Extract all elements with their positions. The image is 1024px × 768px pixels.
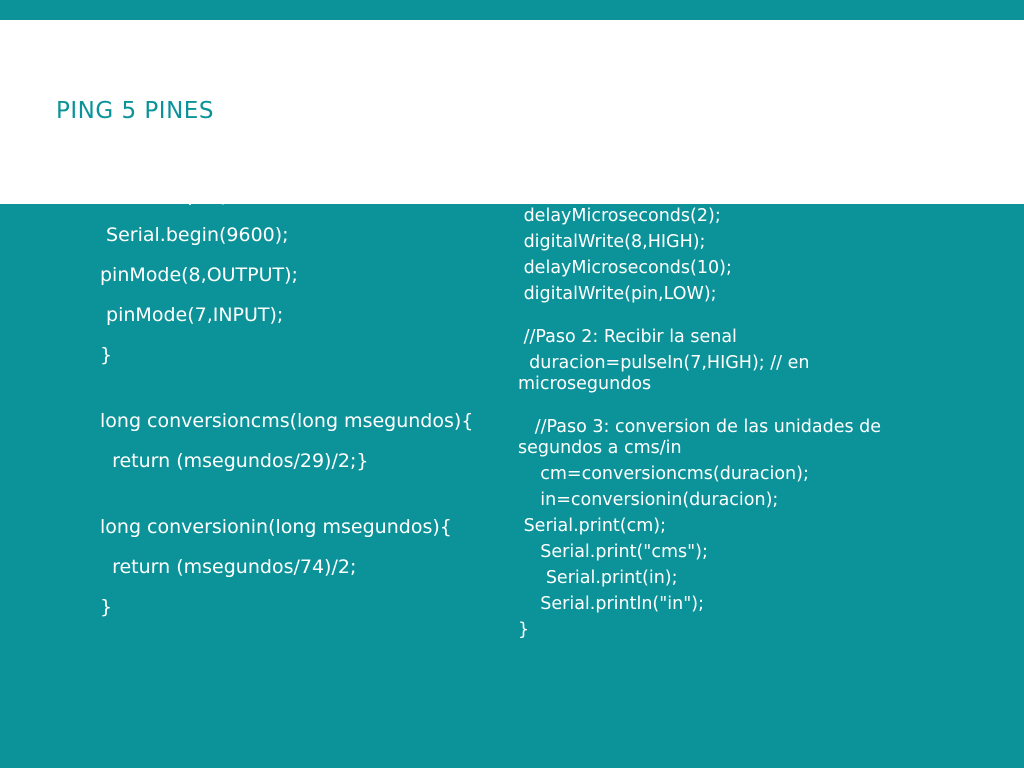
code-line: //Paso 3: conversion de las unidades de segundos a cms/in xyxy=(518,417,887,458)
code-line: //Paso 2: Recibir la senal xyxy=(518,327,737,347)
right-code-column xyxy=(518,180,918,646)
code-line: } xyxy=(100,344,113,366)
code-line: long conversioncms(long msegundos){ xyxy=(100,410,474,432)
code-line: pinMode(8,OUTPUT); xyxy=(100,264,298,286)
code-line: pinMode(7,INPUT); xyxy=(100,304,284,326)
top-accent-band xyxy=(0,0,1024,20)
code-line: return (msegundos/74)/2; xyxy=(100,556,357,578)
code-line: } xyxy=(100,596,113,618)
title-bar xyxy=(0,20,1024,204)
code-line: return (msegundos/29)/2;} xyxy=(100,450,369,472)
code-line: Serial.println("in"); xyxy=(518,594,705,614)
code-line: cm=conversioncms(duracion); xyxy=(518,464,809,484)
code-line: Serial.begin(9600); xyxy=(100,224,289,246)
code-line: in=conversionin(duracion); xyxy=(518,490,779,510)
code-line: } xyxy=(518,620,530,640)
slide-title: PING 5 PINES xyxy=(56,98,214,124)
code-line: digitalWrite(pin,LOW); xyxy=(518,284,717,304)
code-line: delayMicroseconds(2); xyxy=(518,206,721,226)
code-line: Serial.print("cms"); xyxy=(518,542,708,562)
code-line: digitalWrite(8,HIGH); xyxy=(518,232,706,252)
left-code-column xyxy=(100,185,480,637)
code-line: long conversionin(long msegundos){ xyxy=(100,516,452,538)
code-line: Serial.print(cm); xyxy=(518,516,666,536)
code-line: Serial.print(in); xyxy=(518,568,678,588)
code-line: delayMicroseconds(10); xyxy=(518,258,732,278)
code-line: duracion=pulseIn(7,HIGH); // en microsegundos xyxy=(518,353,816,394)
